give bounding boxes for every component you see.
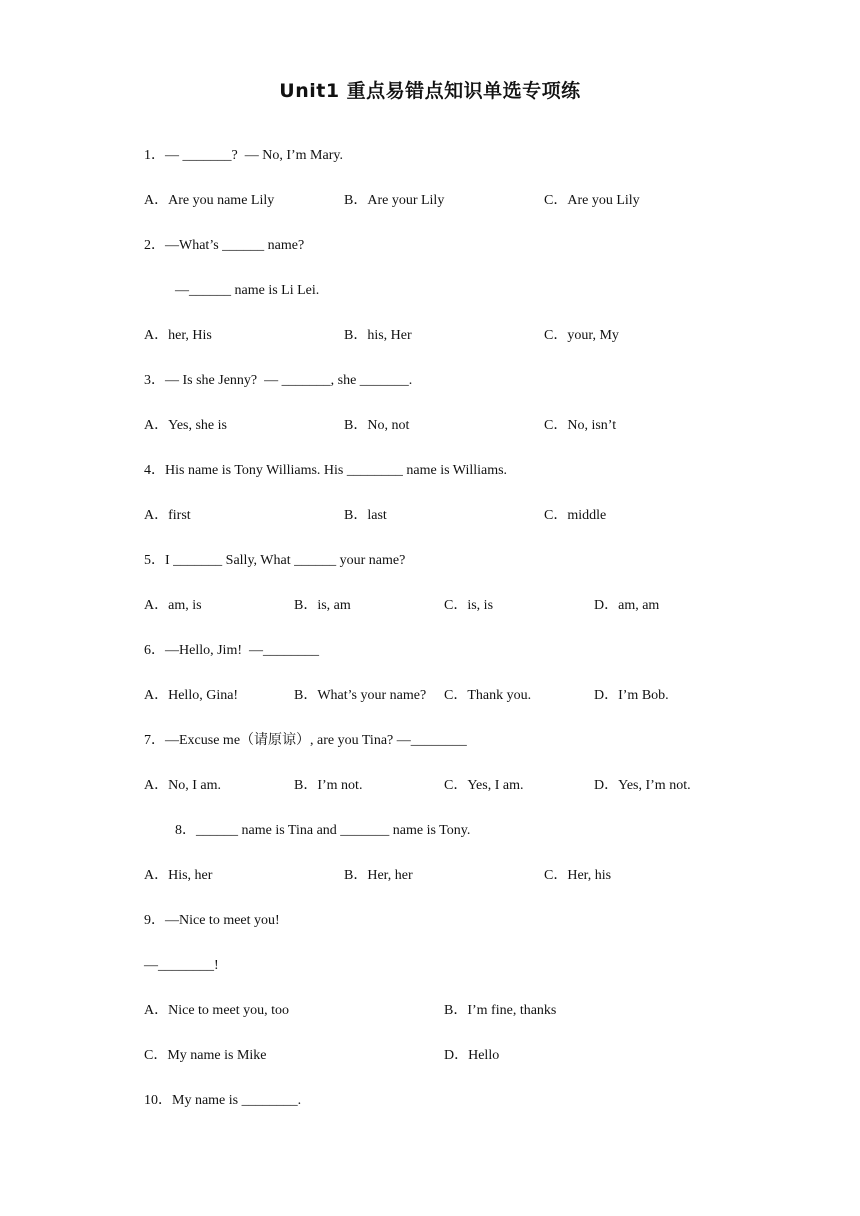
q2-option-b: B．his, Her bbox=[344, 328, 412, 343]
q3-option-b: B．No, not bbox=[344, 418, 410, 433]
question-4: 4．His name is Tony Williams. His ________ name is Williams. bbox=[144, 463, 508, 478]
q8-option-a: A．His, her bbox=[144, 868, 213, 883]
q7-option-c: C．Yes, I am. bbox=[444, 778, 524, 793]
q6-option-d: D．I’m Bob. bbox=[594, 688, 669, 703]
question-9: 9．—Nice to meet you! bbox=[144, 913, 280, 928]
q5-option-a: A．am, is bbox=[144, 598, 202, 613]
q2-option-c: C．your, My bbox=[544, 328, 619, 343]
q7-option-d: D．Yes, I’m not. bbox=[594, 778, 691, 793]
question-7: 7．—Excuse me（请原谅）, are you Tina? —________ bbox=[144, 733, 467, 748]
q5-option-d: D．am, am bbox=[594, 598, 660, 613]
q9-option-b: B．I’m fine, thanks bbox=[444, 1003, 557, 1018]
q6-option-a: A．Hello, Gina! bbox=[144, 688, 239, 703]
q3-option-a: A．Yes, she is bbox=[144, 418, 227, 433]
q4-option-a: A．first bbox=[144, 508, 191, 523]
q7-option-a: A．No, I am. bbox=[144, 778, 221, 793]
question-10: 10．My name is ________. bbox=[144, 1093, 302, 1108]
q6-option-c: C．Thank you. bbox=[444, 688, 532, 703]
question-5: 5．I _______ Sally, What ______ your name? bbox=[144, 553, 406, 568]
document-title: Unit1 重点易错点知识单选专项练 bbox=[279, 80, 581, 102]
q4-option-c: C．middle bbox=[544, 508, 607, 523]
q5-option-b: B．is, am bbox=[294, 598, 351, 613]
question-1: 1．— _______? — No, I’m Mary. bbox=[144, 148, 343, 163]
q9-option-d: D．Hello bbox=[444, 1048, 500, 1063]
q2-option-a: A．her, His bbox=[144, 328, 212, 343]
question-2: 2．—What’s ______ name? bbox=[144, 238, 305, 253]
q3-option-c: C．No, isn’t bbox=[544, 418, 617, 433]
q8-option-b: B．Her, her bbox=[344, 868, 413, 883]
question-6: 6．—Hello, Jim! —________ bbox=[144, 643, 319, 658]
q4-option-b: B．last bbox=[344, 508, 387, 523]
question-2-response: —______ name is Li Lei. bbox=[175, 283, 320, 298]
q1-option-b: B．Are your Lily bbox=[344, 193, 445, 208]
question-3: 3．— Is she Jenny? — _______, she _______. bbox=[144, 373, 413, 388]
q9-option-c: C．My name is Mike bbox=[144, 1048, 267, 1063]
q8-option-c: C．Her, his bbox=[544, 868, 612, 883]
q5-option-c: C．is, is bbox=[444, 598, 494, 613]
question-9-response: —________! bbox=[144, 958, 219, 973]
q9-option-a: A．Nice to meet you, too bbox=[144, 1003, 290, 1018]
q7-option-b: B．I’m not. bbox=[294, 778, 363, 793]
q6-option-b: B．What’s your name? bbox=[294, 688, 427, 703]
question-8: 8．______ name is Tina and _______ name is Tony. bbox=[175, 823, 471, 838]
q1-option-a: A．Are you name Lily bbox=[144, 193, 275, 208]
q1-option-c: C．Are you Lily bbox=[544, 193, 640, 208]
